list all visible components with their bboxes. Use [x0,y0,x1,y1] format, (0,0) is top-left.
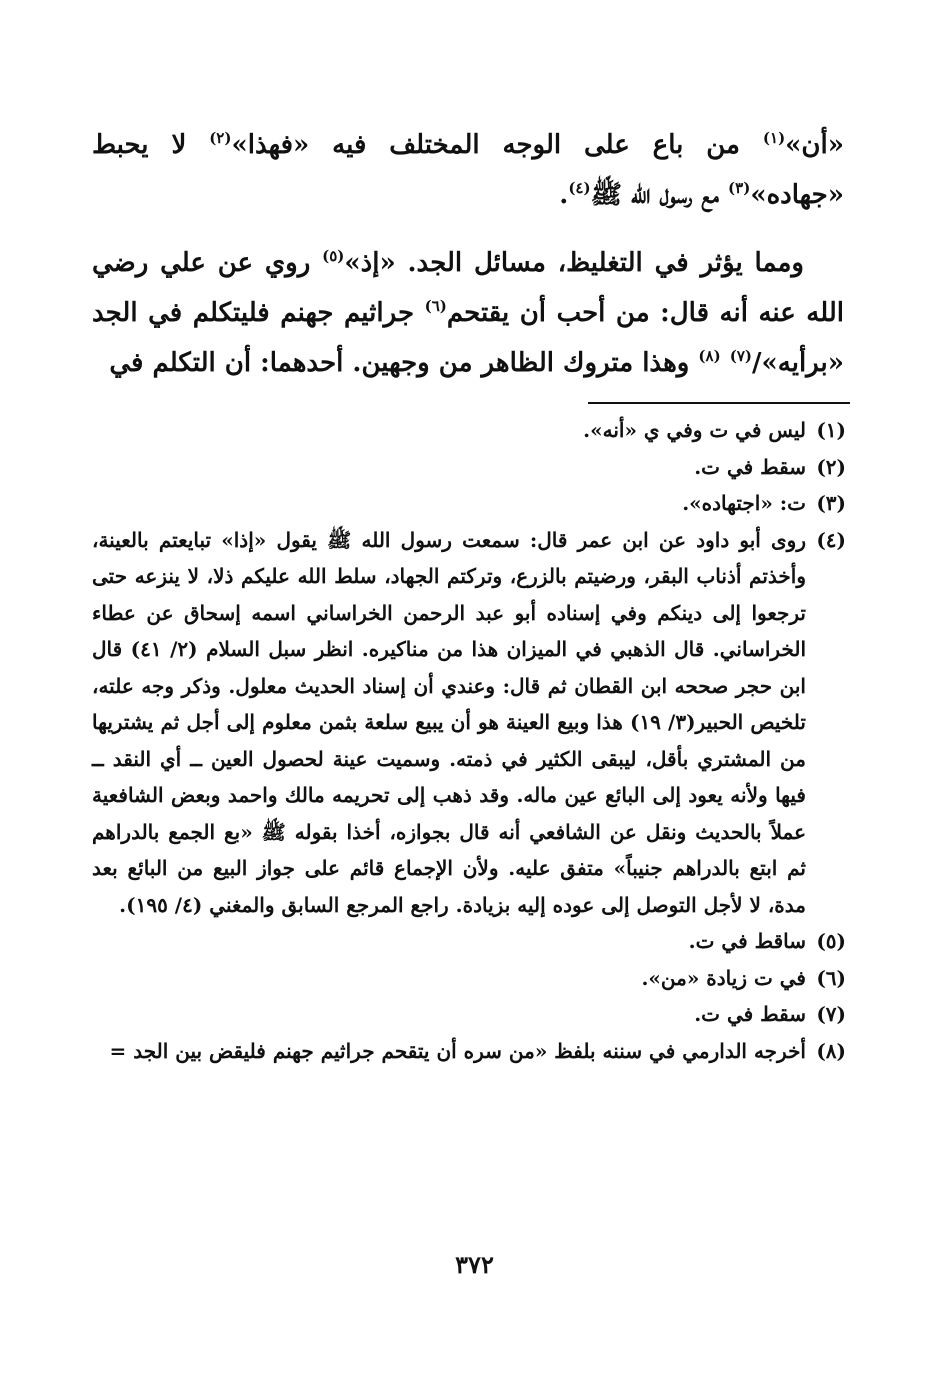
footnote-number: (٧) [816,1002,846,1026]
footnote-ref: (٤) [568,179,591,197]
text-segment [721,348,730,378]
footnote-4 [92,522,846,924]
footnote-text: في ت زيادة «من». [641,965,806,990]
text-segment: ومما يؤثر في التغليظ، مسائل الجد. «إذ» [344,248,804,278]
footnote-8 [92,1033,846,1070]
footnote-ref: (٨) [698,347,721,365]
footnote-text: ت: «اجتهاده». [682,491,806,515]
footnote-3 [92,485,846,522]
footnote-number: (١) [816,418,846,442]
main-paragraph-2 [92,238,844,388]
text-segment: . [559,180,569,210]
footnote-number: (٨) [816,1038,846,1063]
footnote-number: (٤) [816,527,846,552]
footnote-text: ليس في ت وفي ي «أنه». [583,418,806,442]
footnote-ref: (٧) [729,347,753,365]
footnote-text: أخرجه الدارمي في سننه بلفظ «من سره أن يتقحم جراثيم جهنم فليقض بين الجد = [109,1038,806,1063]
footnote-ref: (٢) [209,129,232,147]
text-segment: لا يحبط «جهاده» [92,130,844,210]
footnote-text: سقط في ت. [694,454,806,479]
text-segment: روي عن علي رضي الله عنه أنه قال: من أحب أن يقتحم [92,248,844,328]
text-segment: مع رسول الله ﷺ [590,180,729,210]
text-segment: وهذا متروك الظاهر من وجهين. أحدهما: أن التكلم في [109,348,699,378]
footnote-number: (٢) [816,454,846,479]
footnote-number: (٦) [816,965,846,990]
footnote-6 [92,960,846,997]
main-paragraph-1 [92,120,844,220]
footnote-ref: (٣) [728,179,751,197]
text-segment: من باع على الوجه المختلف فيه «فهذا» [231,130,763,160]
text-segment: جراثيم جهنم فليتكلم في الجد «برأيه»/ [92,298,844,378]
footnote-5 [92,923,846,960]
footnote-7 [92,996,846,1033]
text-segment: «أن» [785,130,844,160]
footnote-2 [92,449,846,486]
footnote-divider [588,402,850,404]
footnote-1 [92,412,846,449]
page-number: ٣٧٢ [455,1250,494,1279]
footnote-text: سقط في ت. [694,1002,806,1026]
footnote-number: (٥) [816,929,846,953]
footnotes-section [92,412,846,1069]
footnote-text: روى أبو داود عن ابن عمر قال: سمعت رسول الله ﷺ يقول «إذا» تبايعتم بالعينة، وأخذتم أذناب البقر، ورضيتم بالزرع، وتركتم الجهاد، سلط الله عليكم ذلا، لا ينزعه حتى ترجعوا إلى دينكم وفي إسناده أبو عبد الرحمن الخراساني اسمه إسحاق عن عطاء الخراساني. قال الذهبي في الميزان هذا من مناكيره. انظر سبل السلام (٢/ ٤١) قال ابن حجر صححه ابن القطان ثم قال: وعندي أن إسناد الحديث معلول. وذكر وجه علته، تلخيص الحبير(٣/ ١٩) هذا وبيع العينة هو أن يبيع سلعة بثمن معلوم إلى أجل ثم يشتريها من المشتري بأقل، ليبقى الكثير في ذمته. وسميت عينة لحصول العين ــ أي النقد ــ فيها ولأنه يعود إلى البائع عين ماله. وقد ذهب إلى تحريمه مالك واحمد وبعض الشافعية عملاً بالحديث ونقل عن الشافعي أنه قال بجوازه، أخذا بقوله ﷺ «بع الجمع بالدراهم ثم ابتع بالدراهم جنيباً» متفق عليه. ولأن الإجماع قائم على جواز البيع من البائع بعد مدة، لا لأجل التوصل إلى عوده إليه بزيادة. راجع المرجع السابق والمغني (٤/ ١٩٥). [92,527,806,917]
footnote-ref: (٦) [424,297,447,315]
footnote-ref: (١) [762,129,786,147]
footnote-text: ساقط في ت. [688,929,806,953]
footnote-number: (٣) [816,491,846,515]
footnote-ref: (٥) [322,247,345,265]
